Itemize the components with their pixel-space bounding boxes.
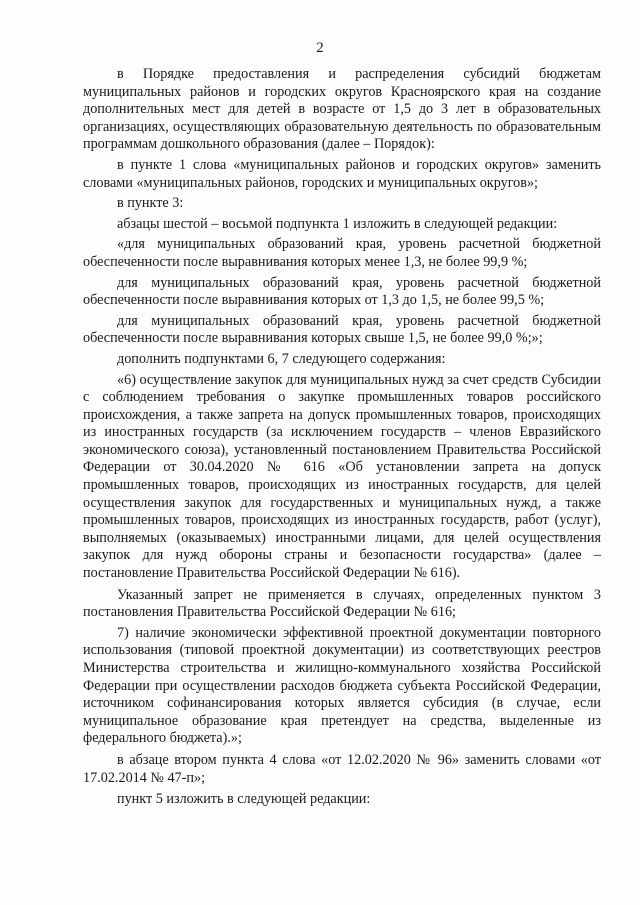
page-number: 2 <box>316 40 324 56</box>
paragraph-item-4-change: в абзаце втором пункта 4 слова «от 12.02.2020 № 96» заменить словами «от 17.02.2014 № 47-п»; <box>83 751 601 786</box>
paragraph-level-above-1-5: для муниципальных образований края, уровень расчетной бюджетной обеспеченности после выравнивания которых свыше 1,5, не более 99,0 %;»; <box>83 312 601 347</box>
paragraph-item-1-change: в пункте 1 слова «муниципальных районов и городских округов» заменить словами «муниципальных районов, городских и муниципальных округов»; <box>83 156 601 191</box>
paragraph-ban-exception: Указанный запрет не применяется в случаях, определенных пунктом 3 постановления Правительства Российской Федерации № 616; <box>83 586 601 621</box>
paragraph-level-below-1-3: «для муниципальных образований края, уровень расчетной бюджетной обеспеченности после выравнивания которых менее 1,3, не более 99,9 %; <box>83 236 601 270</box>
paragraph-item-3-heading: в пункте 3: <box>117 195 184 212</box>
paragraph-subitem-1-intro: абзацы шестой – восьмой подпункта 1 изложить в следующей редакции: <box>117 215 558 232</box>
paragraph-order-intro: в Порядке предоставления и распределения субсидий бюджетам муниципальных районов и городских округов Красноярского края на создание дополнительных мест для детей в возрасте от 1,5 до 3 лет в образовательных организациях, осуществляющих образовательную деятельность по образовательным программам дошкольного образования (далее – Порядок): <box>83 66 601 153</box>
paragraph-subitem-7: 7) наличие экономически эффективной проектной документации повторного использования (типовой проектной документации) из соответствующих реестров Министерства строительства и жилищно-коммунального хозяйства Российской Федерации при осуществлении расходов бюджета субъекта Российской Федерации, источником софинансирования которых является субсидия (в случае, если муниципальное образование края претендует на средства, выделенные из федерального бюджета).»; <box>83 624 601 747</box>
paragraph-add-subitems-intro: дополнить подпунктами 6, 7 следующего содержания: <box>117 350 446 367</box>
paragraph-level-1-3-to-1-5: для муниципальных образований края, уровень расчетной бюджетной обеспеченности после выравнивания которых от 1,3 до 1,5, не более 99,5 %; <box>83 274 601 309</box>
paragraph-item-5-heading: пункт 5 изложить в следующей редакции: <box>117 791 371 808</box>
paragraph-subitem-6: «6) осуществление закупок для муниципальных нужд за счет средств Субсидии с соблюдением требования о закупке промышленных товаров российского происхождения, а также запрета на допуск промышленных товаров, происходящих из иностранных государств (за исключением государств – членов Евразийского экономического союза), установленный постановлением Правительства Российской Федерации от 30.04.2020 № 616 «Об установлении запрета на допуск промышленных товаров, происходящих из иностранных государств, для целей осуществления закупок для государственных и муниципальных нужд, а также промышленных товаров, происходящих из иностранных государств, работ (услуг), выполняемых (оказываемых) иностранными лицами, для целей осуществления закупок для нужд обороны страны и безопасности государства» (далее – постановление Правительства Российской Федерации № 616). <box>83 371 601 582</box>
document-body <box>83 66 601 812</box>
